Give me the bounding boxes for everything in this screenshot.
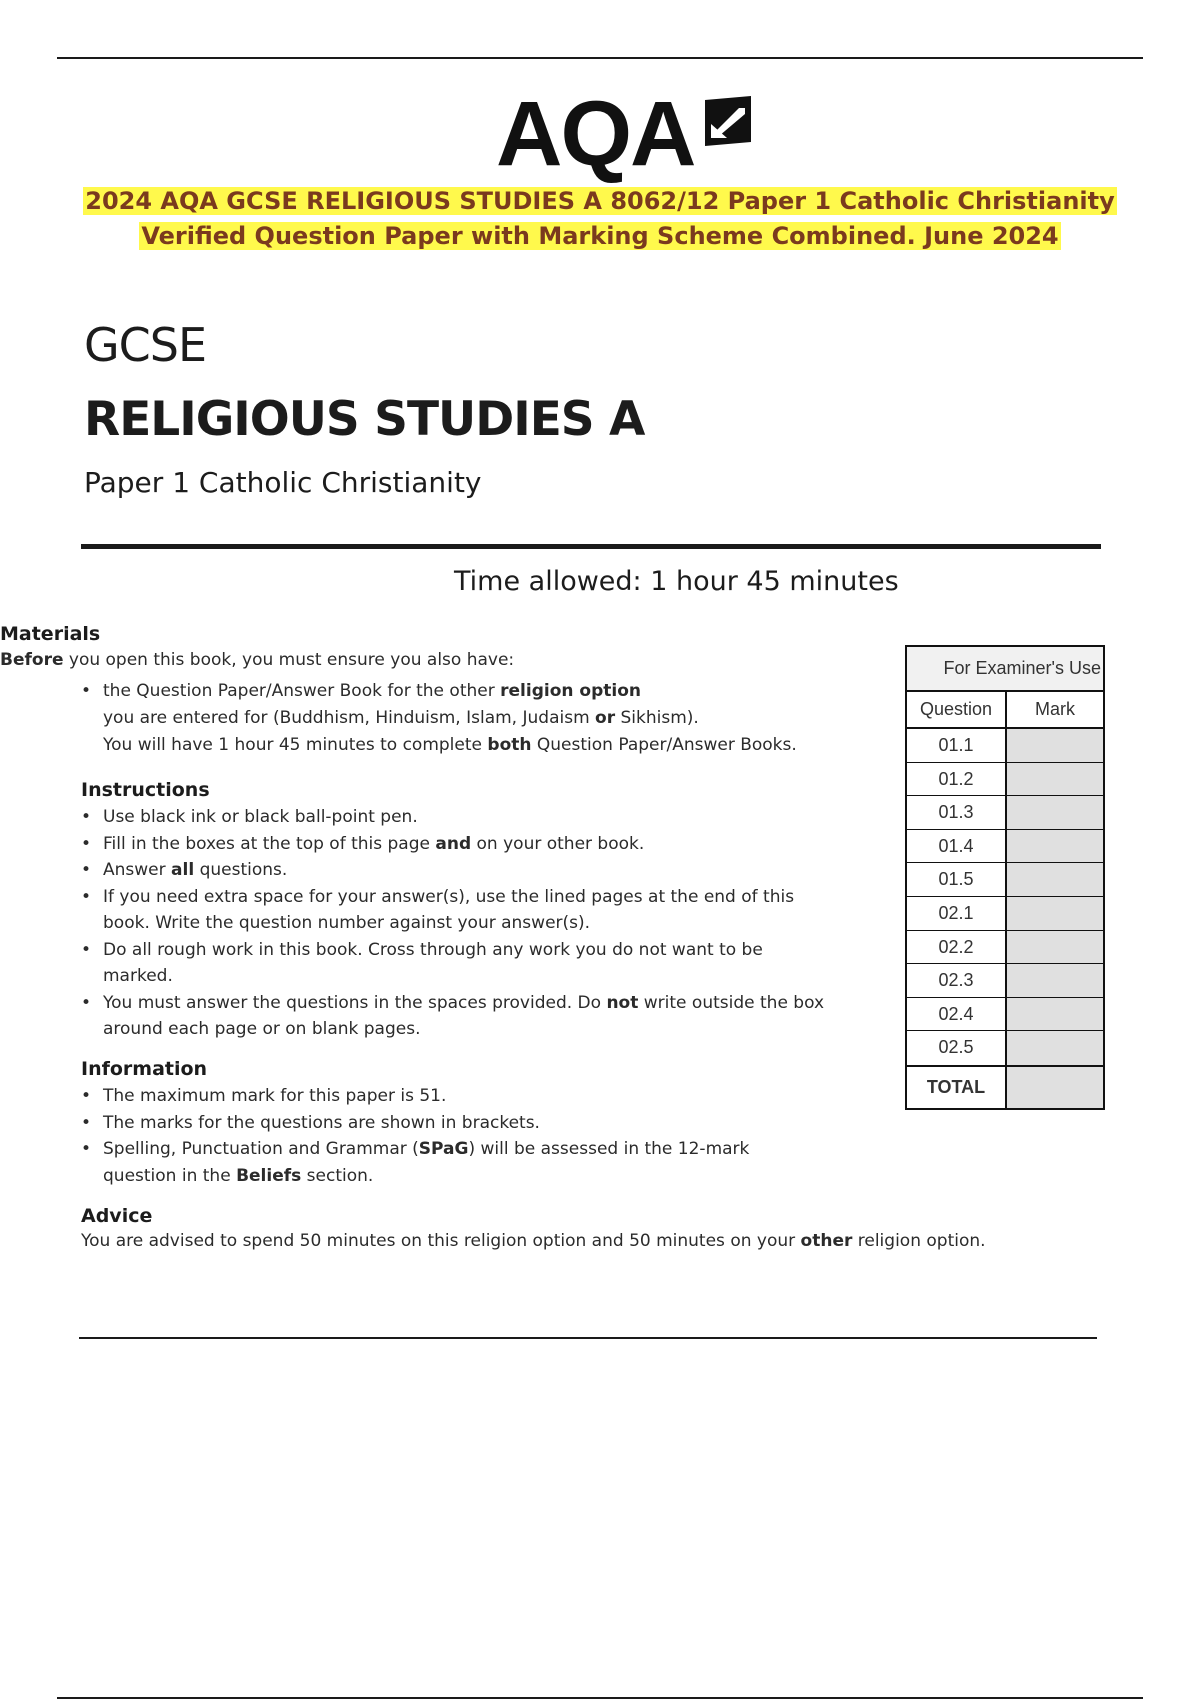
table-row — [907, 931, 1103, 965]
mark-cell — [1007, 931, 1103, 964]
examiner-table-title: For Examiner's Use — [907, 647, 1103, 692]
table-row — [907, 729, 1103, 763]
mark-cell — [1007, 897, 1103, 930]
aqa-logo — [496, 83, 758, 185]
table-row — [907, 763, 1103, 797]
mark-cell — [1007, 830, 1103, 863]
mark-cell — [1007, 1031, 1103, 1065]
qualification-heading: GCSE — [84, 318, 207, 372]
question-number-cell: 01.5 — [907, 863, 1007, 896]
mark-cell — [1007, 729, 1103, 762]
list-item: • The maximum mark for this paper is 51. — [81, 1083, 841, 1110]
column-header-mark: Mark — [1007, 692, 1103, 727]
question-number-cell: 02.5 — [907, 1031, 1007, 1065]
mark-cell — [1007, 998, 1103, 1031]
examiner-table-body — [907, 729, 1103, 1065]
information-list — [81, 1083, 841, 1189]
question-number-cell: 02.2 — [907, 931, 1007, 964]
table-row — [907, 964, 1103, 998]
examiner-table-total-row — [907, 1065, 1103, 1108]
mark-cell — [1007, 763, 1103, 796]
lower-rule — [79, 1337, 1097, 1339]
aqa-logo-text: AQA — [496, 83, 695, 185]
materials-intro-bold: Before — [0, 650, 64, 670]
table-row — [907, 830, 1103, 864]
question-number-cell: 02.4 — [907, 998, 1007, 1031]
subject-heading: RELIGIOUS STUDIES A — [84, 392, 645, 447]
table-row — [907, 796, 1103, 830]
instructions-list — [81, 804, 841, 1043]
banner-line-1: 2024 AQA GCSE RELIGIOUS STUDIES A 8062/12 Paper 1 Catholic Christianity — [85, 187, 1115, 215]
list-item: • Spelling, Punctuation and Grammar (SPaG) will be assessed in the 12-mark question in the Beliefs section. — [81, 1136, 841, 1189]
time-allowed: Time allowed: 1 hour 45 minutes — [454, 566, 899, 597]
advice-text: You are advised to spend 50 minutes on this religion option and 50 minutes on your other religion option. — [81, 1231, 986, 1251]
mark-cell — [1007, 863, 1103, 896]
list-item: • the Question Paper/Answer Book for the other religion option you are entered for (Buddhism, Hinduism, Islam, Judaism or Sikhism). You will have 1 hour 45 minutes to complete both Question Paper/Answer Books. — [81, 678, 881, 759]
advice-heading: Advice — [81, 1205, 153, 1227]
examiner-table-header — [907, 692, 1103, 729]
materials-intro-text: you open this book, you must ensure you also have: — [63, 650, 515, 670]
list-item: • If you need extra space for your answer(s), use the lined pages at the end of this book. Write the question number against your answer(s). — [81, 884, 841, 937]
bottom-rule — [57, 1697, 1143, 1699]
question-number-cell: 01.4 — [907, 830, 1007, 863]
materials-list — [81, 678, 881, 759]
materials-intro — [0, 650, 514, 670]
question-number-cell: 01.2 — [907, 763, 1007, 796]
list-item: • Use black ink or black ball-point pen. — [81, 804, 841, 831]
total-mark-cell — [1007, 1067, 1103, 1108]
table-row — [907, 998, 1103, 1032]
examiner-use-table — [905, 645, 1105, 1110]
table-row — [907, 897, 1103, 931]
information-heading: Information — [81, 1058, 208, 1080]
paper-heading: Paper 1 Catholic Christianity — [84, 466, 482, 499]
aqa-mark-icon — [701, 94, 755, 148]
list-item: • The marks for the questions are shown in brackets. — [81, 1110, 841, 1137]
materials-heading: Materials — [0, 623, 101, 645]
question-number-cell: 01.3 — [907, 796, 1007, 829]
question-number-cell: 02.1 — [907, 897, 1007, 930]
instructions-heading: Instructions — [81, 779, 210, 801]
table-row — [907, 863, 1103, 897]
column-header-question: Question — [907, 692, 1007, 727]
total-label: TOTAL — [907, 1067, 1007, 1108]
table-row — [907, 1031, 1103, 1065]
document-banner — [0, 184, 1200, 254]
list-item: • Answer all questions. — [81, 857, 841, 884]
list-item: • Do all rough work in this book. Cross through any work you do not want to be marked. — [81, 937, 841, 990]
list-item: • You must answer the questions in the spaces provided. Do not write outside the box around each page or on blank pages. — [81, 990, 841, 1043]
mark-cell — [1007, 796, 1103, 829]
list-item: • Fill in the boxes at the top of this page and on your other book. — [81, 831, 841, 858]
banner-line-2: Verified Question Paper with Marking Scheme Combined. June 2024 — [141, 222, 1059, 250]
heading-divider — [81, 544, 1101, 549]
mark-cell — [1007, 964, 1103, 997]
question-number-cell: 01.1 — [907, 729, 1007, 762]
top-rule — [57, 57, 1143, 59]
question-number-cell: 02.3 — [907, 964, 1007, 997]
